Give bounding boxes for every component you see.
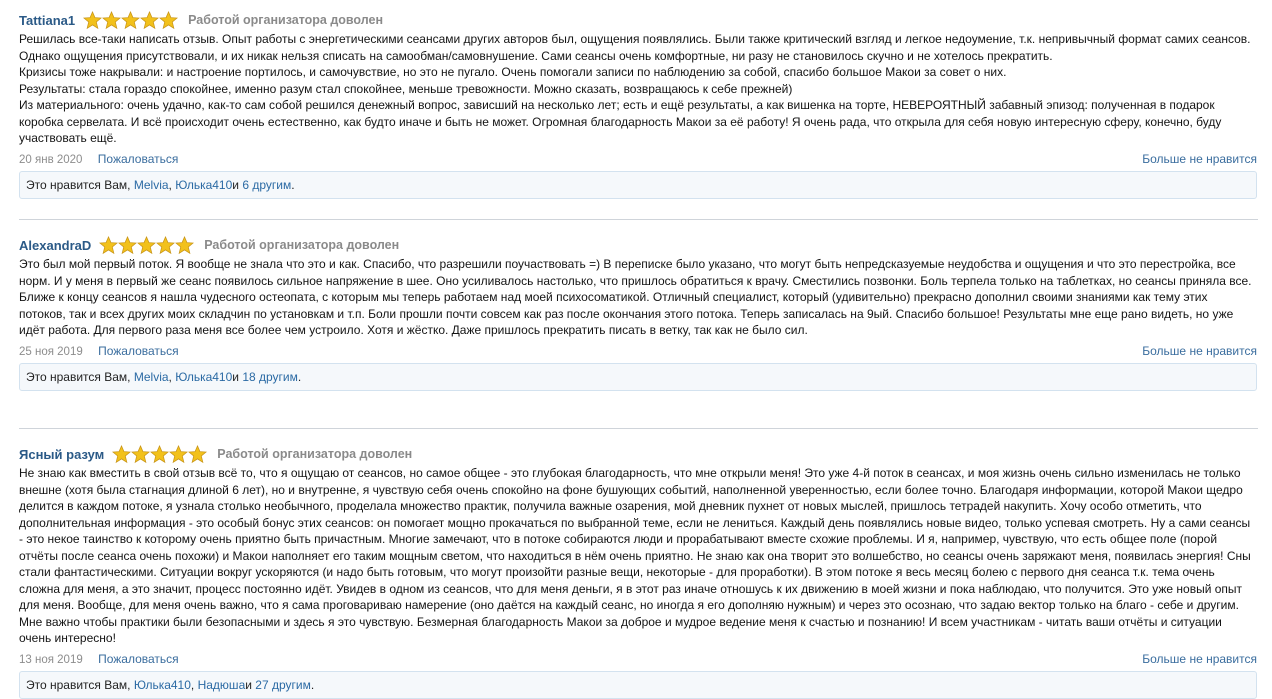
likes-prefix: Это нравится Вам, (26, 369, 131, 384)
star-icon (150, 445, 169, 464)
star-icon (140, 11, 159, 30)
star-icon (118, 236, 137, 255)
likes-prefix: Это нравится Вам, (26, 677, 131, 692)
likes-separator: и (232, 369, 239, 384)
review-header (19, 9, 1257, 31)
review-meta (19, 150, 1257, 168)
star-icon (175, 236, 194, 255)
review-paragraph: Решилась все-таки написать отзыв. Опыт работы с энергетическими сеансами других авторов был, ощущения появлялись. Были также критический взгляд и легкое недоумение, т.к. непривычный формат самих сеансов. Однако ощущения присутствовали, и их никак нельзя списать на самообман/самовнушение. Сами сеансы очень комфортные, ни разу не становилось скучно и не хотелось прекратить. (19, 32, 1251, 63)
report-link[interactable]: Пожаловаться (98, 651, 179, 666)
review-meta (19, 342, 1257, 360)
review-item (19, 220, 1257, 428)
star-icon (156, 236, 175, 255)
review-paragraph: Кризисы тоже накрывали: и настроение портилось, и самочувствие, но это не пугало. Очень помогали записи по наблюдению за собой, спасибо большое Макои за совет о них. (19, 65, 1007, 79)
liker-link[interactable]: Юлька410 (175, 177, 233, 192)
star-icon (121, 11, 140, 30)
review-item (19, 0, 1257, 219)
review-date: 25 ноя 2019 (19, 345, 83, 358)
unlike-link[interactable]: Больше не нравится (1142, 651, 1257, 666)
likes-others-link[interactable]: 18 другим (242, 369, 298, 384)
review-item (19, 429, 1257, 699)
liker-link[interactable]: Юлька410 (175, 369, 233, 384)
review-paragraph: Это был мой первый поток. Я вообще не знала что это и как. Спасибо, что разрешили поучаствовать =) В переписке было указано, что могут быть непредсказуемые неудобства и ощущения и что это перестройка, все норм. И у меня в первый же сеанс появилось сильное напряжение в шее. Оно усиливалось настолько, что пришлось обратиться к врачу. Сместились позвонки. Боль терпела только на таблетках, но сеансы приняла все. Ближе к концу сеансов я нашла чудесного остеопата, с которым мы теперь работаем над моей психосоматикой. Отличный специалист, который (удивительно) прекрасно дополнил своими знаниями как тему этих потоков, так и всех других моих складчин по установкам и т.п. Боли прошли почти совсем как раз после окончания этого потока. Теперь записалась на 9ый. Спасибо большое! Результаты мне еще рано видеть, но уже идёт работа. Для первого раза меня все более чем устроило. Хотя и жёстко. Даже пришлось прекратить писать в ветку, так как не было сил. (19, 257, 1252, 337)
likes-separator: , (168, 177, 172, 192)
likes-suffix: . (297, 369, 302, 384)
likes-others-link[interactable]: 6 другим (242, 177, 292, 192)
report-link[interactable]: Пожаловаться (97, 151, 179, 166)
likes-others-link[interactable]: 27 другим (255, 677, 311, 692)
author-link[interactable]: AlexandraD (19, 237, 92, 253)
review-paragraph: Результаты: стала гораздо спокойнее, именно разум стал спокойнее, меньше тревожности. Можно сказать, возвращаюсь к себе прежней) (19, 81, 793, 96)
star-icon (102, 11, 121, 30)
review-text (19, 31, 1257, 147)
author-link[interactable]: Ясный разум (19, 446, 105, 462)
review-date: 13 ноя 2019 (19, 653, 83, 666)
likes-separator: , (168, 369, 172, 384)
liker-link[interactable]: Melvia (133, 369, 169, 384)
star-icon (188, 445, 207, 464)
rating-text: Работой организатора доволен (188, 13, 384, 27)
review-header (19, 443, 1257, 465)
review-text (19, 465, 1257, 647)
rating-stars (83, 11, 178, 30)
report-link[interactable]: Пожаловаться (98, 343, 179, 358)
review-paragraph: Из материального: очень удачно, как-то сам собой решился денежный вопрос, зависший на несколько лет; есть и ещё результаты, а как вишенка на торте, НЕВЕРОЯТНЫЙ забавный эпизод: полученная в подарок коробка сервелата. И всё происходит очень естественно, как будто иначе и быть не может. Огромная благодарность Макои за её работу! Я очень рада, что открыла для себя новую интересную сферу, конечно, буду участвовать ещё. (19, 98, 1222, 145)
likes-separator: , (190, 677, 195, 692)
likes-separator: и (232, 177, 239, 192)
likes-summary (19, 171, 1257, 199)
review-date: 20 янв 2020 (19, 153, 83, 166)
likes-prefix: Это нравится Вам, (26, 177, 131, 192)
review-paragraph: Не знаю как вместить в свой отзыв всё то, что я ощущаю от сеансов, но самое общее - это глубокая благодарность, что мне открыли меня! Это уже 4-й поток в сеансах, и моя жизнь очень сильно изменилась не только внешне (хотя была стагнация длиной 6 лет), но и внутренне, я чувствую себя очень спокойно на фоне бушующих событий, наполненной уверенностью, если более точно. Благодаря информации, которой Макои щедро делится в каждом потоке, я узнала столько необычного, проделала множество практик, получила важные озарения, мой дневник пухнет от новых мыслей, пришлось тетрадей накупить. Хочу особо отметить, что дополнительная информация - это особый бонус этих сеансов: он помогает мощно прокачаться по выбранной теме, если не лениться. Каждый день появлялись новые видео, только успевая смотреть. Ну а сами сеансы - это некое таинство к которому очень приятно быть причастным. Многие замечают, что в потоке собираются люди и прорабатывают вместе схожие проблемы. И я, например, чувствую, что есть общее поле (порой отчёты после сеанса очень похожи) и Макои наполняет его таким мощным светом, что находиться в нём очень приятно. Не знаю как она творит это волшебство, но сеансы очень заряжают меня, появилась энергия! Сны стали фантастическими. Ситуации вокруг ускоряются (и надо быть готовым, что могут произойти разные вещи, некоторые - для проработки). В этом потоке я весь месяц болею с первого дня сеанса т.к. тема очень сложна для меня, а это значит, процесс постоянно идёт. Увидев в одном из сеансов, что для меня деньги, я в этот раз иначе отношусь к их движению в моей жизни и пока наблюдаю, что получится. Это уже новый опыт для меня. Вообще, для меня очень важно, что я сама проговариваю намерение (оно даётся на каждый сеанс, но иногда я его дополняю нужным) и через это осознаю, что задаю вектор только на благо - себе и другим. Мне важно чтобы практики были безопасными и здесь я это чувствую. Безмерная благодарность Макои за доброе и мудрое ведение меня к счастью и познанию! И всем участникам - читать ваши отчёты и ситуации очень интересно! (19, 466, 1251, 645)
likes-suffix: . (310, 677, 315, 692)
rating-stars (99, 236, 194, 255)
star-icon (112, 445, 131, 464)
unlike-link[interactable]: Больше не нравится (1142, 151, 1257, 166)
star-icon (99, 236, 118, 255)
review-meta (19, 650, 1257, 668)
review-header (19, 234, 1257, 256)
rating-text: Работой организатора доволен (204, 238, 400, 252)
likes-summary (19, 363, 1257, 391)
star-icon (169, 445, 188, 464)
star-icon (137, 236, 156, 255)
liker-link[interactable]: Melvia (133, 177, 169, 192)
star-icon (83, 11, 102, 30)
liker-link[interactable]: Юлька410 (133, 677, 191, 692)
star-icon (131, 445, 150, 464)
star-icon (159, 11, 178, 30)
unlike-link[interactable]: Больше не нравится (1142, 343, 1257, 358)
rating-text: Работой организатора доволен (217, 447, 413, 461)
liker-link[interactable]: Надюша (197, 677, 246, 692)
rating-stars (112, 445, 207, 464)
likes-separator: и (245, 677, 252, 692)
review-text (19, 256, 1257, 339)
likes-suffix: . (291, 177, 295, 192)
author-link[interactable]: Tattiana1 (19, 12, 76, 28)
